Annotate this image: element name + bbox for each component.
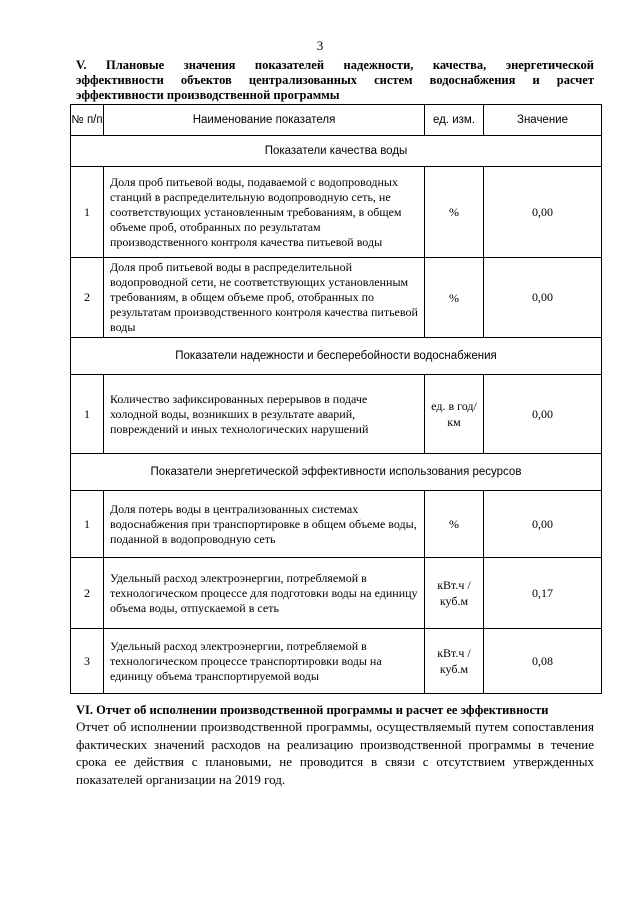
row-unit: % (425, 167, 484, 258)
row-num: 1 (71, 375, 104, 454)
table-row (71, 558, 602, 629)
row-unit: % (425, 258, 484, 338)
table-row (71, 629, 602, 694)
section-5-heading-line-1: V. Плановые значения показателей надежности, качества, энергетической (76, 58, 594, 72)
section-title: Показатели надежности и бесперебойности водоснабжения (71, 338, 602, 375)
table-row (71, 375, 602, 454)
table-row (71, 491, 602, 558)
row-unit: ед. в год/ км (425, 375, 484, 454)
row-name: Доля проб питьевой воды в распределительной водопроводной сети, не соответствующих установленным требованиям, в общем объеме проб, отобранных по результатам производственного контроля качества питьевой воды (104, 258, 425, 338)
table-header-row (71, 105, 602, 136)
section-title: Показатели качества воды (71, 136, 602, 167)
row-name: Доля проб питьевой воды, подаваемой с водопроводных станций в распределительную водопроводную сеть, не соответствующих установленным требованиям, в общем объеме проб, отобранных по результатам производственного контроля качества питьевой воды (104, 167, 425, 258)
table-row (71, 258, 602, 338)
row-value: 0,00 (484, 491, 602, 558)
row-name: Удельный расход электроэнергии, потребляемой в технологическом процессе для подготовки воды на единицу объема воды, отпускаемой в сеть (104, 558, 425, 629)
row-unit: кВт.ч / куб.м (425, 629, 484, 694)
table-row (71, 167, 602, 258)
header-value: Значение (484, 105, 602, 136)
row-unit: % (425, 491, 484, 558)
section-row-quality (71, 136, 602, 167)
row-name: Удельный расход электроэнергии, потребляемой в технологическом процессе транспортировки воды на единицу объема транспортируемой воды (104, 629, 425, 694)
row-num: 1 (71, 491, 104, 558)
indicators-table (70, 104, 602, 694)
row-num: 3 (71, 629, 104, 694)
section-6-title: VI. Отчет об исполнении производственной программы и расчет ее эффективности (76, 703, 549, 717)
section-5-heading-line-2: эффективности объектов централизованных систем водоснабжения и расчет (76, 73, 594, 87)
header-name: Наименование показателя (104, 105, 425, 136)
section-row-energy (71, 454, 602, 491)
row-unit: кВт.ч / куб.м (425, 558, 484, 629)
header-unit: ед. изм. (425, 105, 484, 136)
header-num: № п/п (71, 105, 104, 136)
row-name: Количество зафиксированных перерывов в подаче холодной воды, возникших в результате аварий, повреждений и иных технологических нарушений (104, 375, 425, 454)
section-5-heading-line-3: эффективности производственной программы (76, 88, 340, 102)
row-value: 0,00 (484, 258, 602, 338)
row-value: 0,00 (484, 167, 602, 258)
section-title: Показатели энергетической эффективности использования ресурсов (71, 454, 602, 491)
section-row-reliability (71, 338, 602, 375)
row-value: 0,00 (484, 375, 602, 454)
row-value: 0,17 (484, 558, 602, 629)
section-5-heading (76, 58, 594, 103)
row-num: 1 (71, 167, 104, 258)
row-num: 2 (71, 258, 104, 338)
page-number: 3 (316, 38, 324, 53)
section-6-body: Отчет об исполнении производственной программы, осуществляемый путем сопоставления фактических значений расходов на реализацию производственной программы в течение срока ее действия с плановыми, не проводится в связи с отсутствием утвержденных показателей организации на 2019 год. (76, 719, 594, 787)
row-value: 0,08 (484, 629, 602, 694)
row-name: Доля потерь воды в централизованных системах водоснабжения при транспортировке в общем объеме воды, поданной в водопроводную сеть (104, 491, 425, 558)
row-num: 2 (71, 558, 104, 629)
